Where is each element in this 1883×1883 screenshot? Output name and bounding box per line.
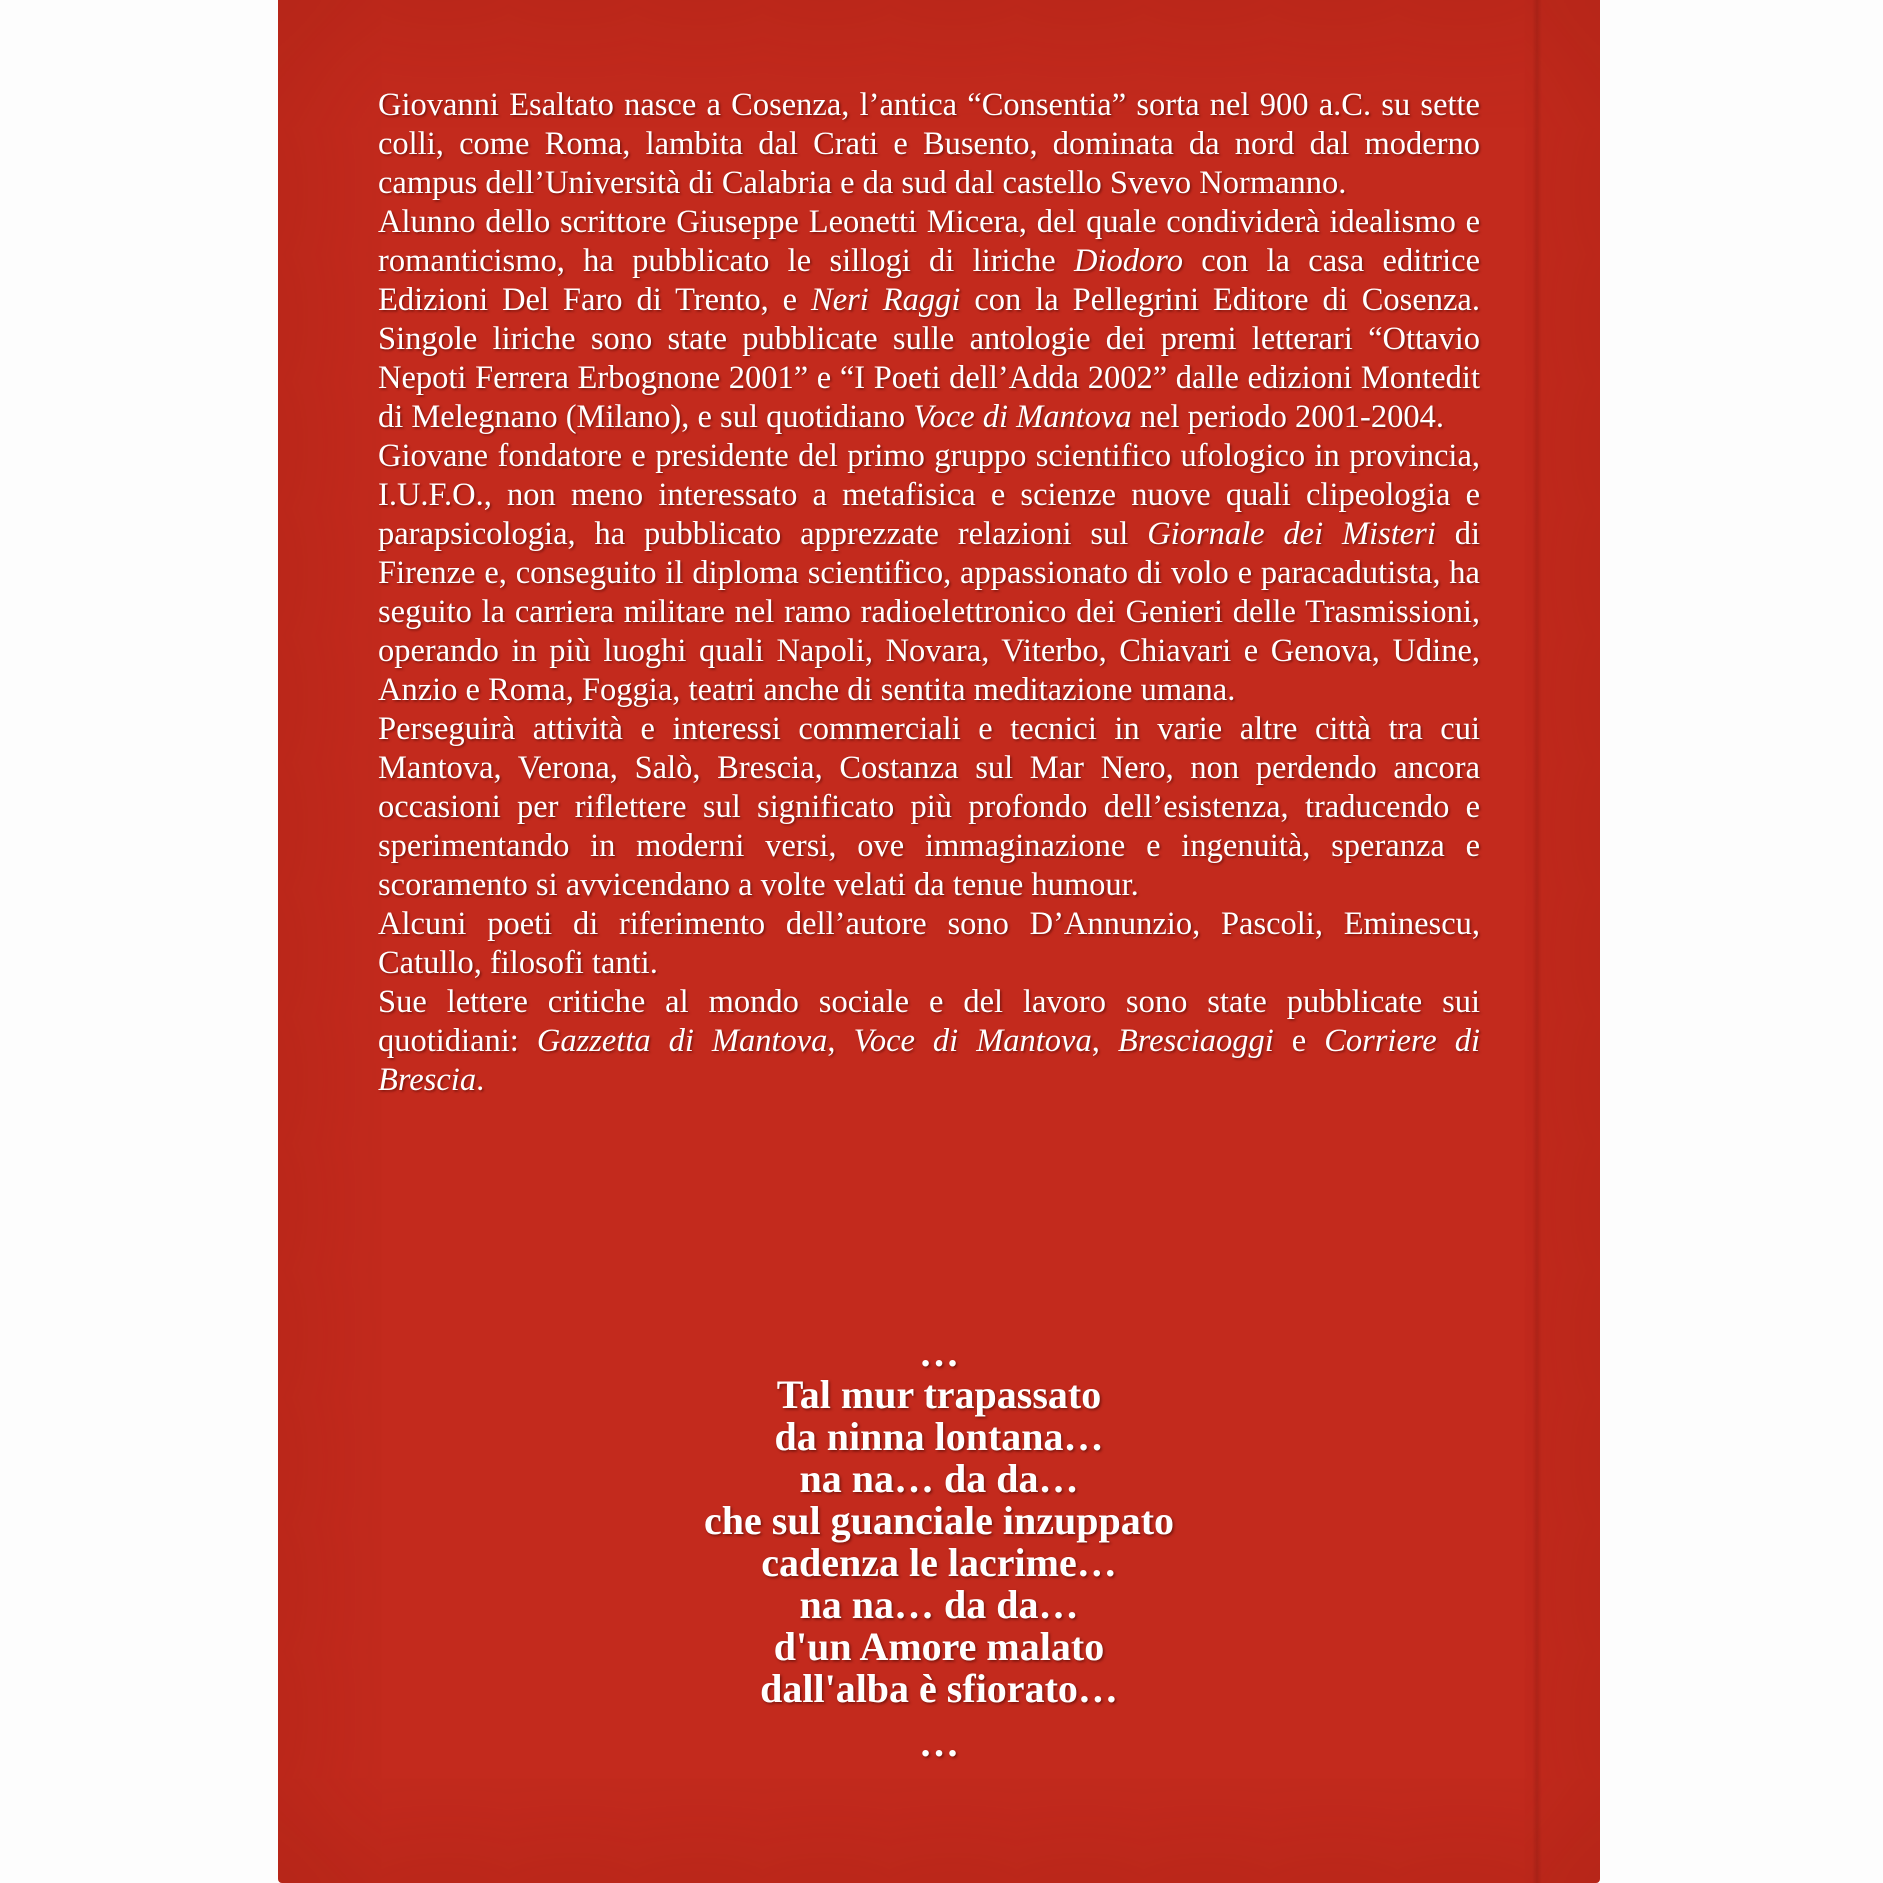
bio-text: con la casa editrice Edizioni Del Faro di Trento, e <box>378 243 1480 318</box>
bio-text-italic: Bresciaoggi <box>1117 1023 1274 1059</box>
bio-text: Alunno dello scrittore Giuseppe Leonetti Micera, del quale condividerà idealismo e romanticismo, ha pubblicato le sillogi di liriche <box>378 204 1480 279</box>
poem-line: na na… da da… <box>799 1582 1079 1627</box>
bio-text-italic: Voce di Mantova <box>913 399 1132 435</box>
poem-line: … <box>919 1330 959 1375</box>
bio-paragraph <box>378 203 1480 437</box>
poem-line: na na… da da… <box>799 1456 1079 1501</box>
author-bio <box>378 86 1480 1100</box>
bio-text: , <box>827 1023 854 1059</box>
bio-text: Alcuni poeti di riferimento dell’autore sono D’Annunzio, Pascoli, Eminescu, Catullo, filosofi tanti. <box>378 906 1480 981</box>
bio-paragraph <box>378 710 1480 905</box>
bio-text-italic: Giornale dei Misteri <box>1147 516 1436 552</box>
poem-line: da ninna lontana… <box>774 1414 1104 1459</box>
poem-line: d'un Amore malato <box>773 1624 1105 1669</box>
bio-text: nel periodo 2001-2004. <box>1131 399 1444 435</box>
bio-text-italic: Voce di Mantova <box>853 1023 1092 1059</box>
poem-line: che sul guanciale inzuppato <box>703 1498 1175 1543</box>
bio-text: Perseguirà attività e interessi commerciali e tecnici in varie altre città tra cui Mantova, Verona, Salò, Brescia, Costanza sul Mar Nero, non perdendo ancora occasioni per riflettere sul significato più profondo dell’esistenza, traducendo e sperimentando in moderni versi, ove immaginazione e ingenuità, speranza e scoramento si avvicendano a volte velati da tenue humour. <box>378 711 1480 903</box>
bio-text: Giovane fondatore e presidente del primo gruppo scientifico ufologico in provincia, I.U.F.O., non meno interessato a metafisica e scienze nuove quali clipeologia e parapsicologia, ha pubblicato apprezzate relazioni sul <box>378 438 1480 552</box>
bio-text: e <box>1273 1023 1325 1059</box>
bio-text-italic: Diodoro <box>1074 243 1183 279</box>
poem-excerpt <box>278 1332 1600 1764</box>
bio-paragraph <box>378 983 1480 1100</box>
bio-paragraph <box>378 437 1480 710</box>
bio-text: con la Pellegrini Editore di Cosenza. Singole liriche sono state pubblicate sulle antologie dei premi letterari “Ottavio Nepoti Ferrera Erbognone 2001” e “I Poeti dell’Adda 2002” dalle edizioni Montedit di Melegnano (Milano), e sul quotidiano <box>378 282 1480 435</box>
bio-text-italic: Gazzetta di Mantova <box>536 1023 828 1059</box>
bio-text: . <box>476 1062 485 1098</box>
bio-text: di Firenze e, conseguito il diploma scientifico, appassionato di volo e paracadutista, ha seguito la carriera militare nel ramo radioelettronico dei Genieri delle Trasmissioni, operando in più luoghi quali Napoli, Novara, Viterbo, Chiavari e Genova, Udine, Anzio e Roma, Foggia, teatri anche di sentita meditazione umana. <box>378 516 1481 708</box>
bio-paragraph <box>378 86 1480 203</box>
bio-paragraph <box>378 905 1480 983</box>
poem-line: … <box>919 1720 959 1765</box>
poem-line: dall'alba è sfiorato… <box>760 1666 1118 1711</box>
bio-text: , <box>1091 1023 1118 1059</box>
bio-text-italic: Corriere di Brescia <box>378 1023 1481 1098</box>
bio-text: Sue lettere critiche al mondo sociale e del lavoro sono state pubblicate sui quotidiani: <box>378 984 1480 1059</box>
poem-line: Tal mur trapassato <box>776 1372 1102 1417</box>
bio-text: Giovanni Esaltato nasce a Cosenza, l’antica “Consentia” sorta nel 900 a.C. su sette colli, come Roma, lambita dal Crati e Busento, dominata da nord dal moderno campus dell’Università di Calabria e da sud dal castello Svevo Normanno. <box>378 87 1480 201</box>
book-back-cover <box>278 0 1600 1883</box>
bio-text-italic: Neri Raggi <box>811 282 961 318</box>
poem-line: cadenza le lacrime… <box>761 1540 1117 1585</box>
